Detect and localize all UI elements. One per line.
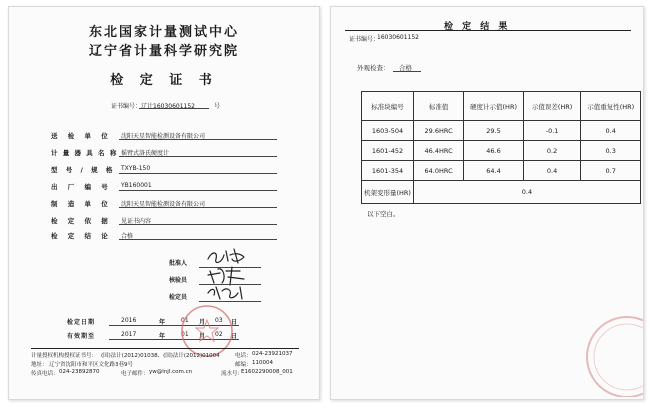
field-label-instrument: 计 量 器 具 名 称 xyxy=(51,149,118,157)
serial-label: 流水号： xyxy=(221,371,244,377)
org-name-line1: 东北国家计量测试中心 xyxy=(88,25,239,40)
date-year: 2016 xyxy=(121,317,137,324)
cell: 1603-504 xyxy=(362,121,414,141)
approver-label: 批准人 xyxy=(169,260,188,267)
cell: 1601-452 xyxy=(362,141,414,161)
results-table xyxy=(361,91,641,204)
cell: 46.4HRC xyxy=(413,141,463,161)
cell: 0.3 xyxy=(581,141,641,161)
cell: 0.2 xyxy=(523,141,581,161)
cert-no-suffix: 号 xyxy=(214,103,221,110)
header-error: 示值误差(HR) xyxy=(523,92,581,121)
table-row-frame xyxy=(362,181,641,204)
phone-label: 电话： xyxy=(235,353,252,359)
org-name-line2: 辽宁省计量科学研究院 xyxy=(88,44,239,59)
date-month-unit: 月 xyxy=(199,319,206,326)
certificate-page xyxy=(8,6,320,400)
results-cert-no-value: 16030601152 xyxy=(377,34,419,41)
cell: 64.4 xyxy=(464,161,524,181)
frame-label: 机架变形量(HR) xyxy=(362,181,414,204)
valid-label: 有效期至 xyxy=(67,333,96,340)
address-label: 地址： xyxy=(31,362,48,368)
header-reading: 硬度计示值(HR) xyxy=(464,92,524,121)
valid-day: 02 xyxy=(215,331,223,338)
valid-year: 2017 xyxy=(121,331,137,338)
inspector-label: 检定员 xyxy=(169,294,188,301)
fax-label: 传真电话： xyxy=(31,371,59,377)
table-row xyxy=(362,161,641,181)
serial-value: E1602290008_001 xyxy=(241,369,293,375)
zip-value: 110004 xyxy=(252,360,273,366)
cell: 46.6 xyxy=(464,141,524,161)
field-label-serial: 出 厂 编 号 xyxy=(51,183,112,191)
cell: -0.1 xyxy=(523,121,581,141)
field-value-serial: YB160001 xyxy=(121,182,152,189)
cell: 1601-354 xyxy=(362,161,414,181)
field-value-manufacturer: 沈阳天星智能检测设备有限公司 xyxy=(121,201,206,208)
email-value: yw@lnjl.com.cn xyxy=(149,369,193,375)
cert-no-label: 证书编号： xyxy=(111,103,142,110)
date-day-unit: 日 xyxy=(231,319,238,326)
date-day: 03 xyxy=(215,317,223,324)
seal-fragment xyxy=(569,307,643,397)
zip-label: 邮编： xyxy=(235,362,252,368)
cell: 64.0HRC xyxy=(413,161,463,181)
field-label-model: 型 号 / 规 格 xyxy=(51,166,116,174)
field-label-manufacturer: 制 造 单 位 xyxy=(51,200,112,208)
verifier-label: 核验员 xyxy=(169,277,188,284)
phone-value: 024-23921037 xyxy=(252,351,293,357)
date-year-unit: 年 xyxy=(159,319,166,326)
cell: 0.4 xyxy=(581,121,641,141)
fax-value: 024-23892870 xyxy=(59,369,100,375)
field-value-submitter: 沈阳天星智能检测设备有限公司 xyxy=(121,133,206,140)
cert-no-value: 辽计16030601152 xyxy=(141,103,195,110)
valid-year-unit: 年 xyxy=(159,333,166,340)
table-row xyxy=(362,121,641,141)
results-cert-no-label: 证书编号： xyxy=(349,36,380,43)
field-label-conclusion: 检 定 结 论 xyxy=(51,232,112,240)
date-month: 01 xyxy=(181,317,189,324)
header-block-no: 标准块编号 xyxy=(362,92,414,121)
field-value-instrument: 摇臂式洛氏硬度计 xyxy=(121,150,170,157)
field-label-submitter: 送 检 单 位 xyxy=(51,132,112,140)
document-title: 检 定 证 书 xyxy=(110,73,218,88)
cell: 0.4 xyxy=(523,161,581,181)
results-title: 检 定 结 果 xyxy=(444,22,511,32)
cell: 29.5 xyxy=(464,121,524,141)
end-note: 以下空白。 xyxy=(367,210,400,218)
table-row xyxy=(362,141,641,161)
table-header-row xyxy=(362,92,641,121)
header-repeatability: 示值重复性(HR) xyxy=(581,92,641,121)
address-value: 辽宁省沈阳市和平区文化路3巷9号 xyxy=(49,362,133,368)
header-standard: 标准值 xyxy=(413,92,463,121)
field-value-conclusion: 合格 xyxy=(121,233,134,240)
appearance-label: 外观检查： xyxy=(357,64,390,72)
valid-month-unit: 月 xyxy=(199,333,206,340)
auth-label: 计量授权机构授权证书号： xyxy=(31,353,98,359)
frame-value: 0.4 xyxy=(413,181,640,204)
auth-value: (国)法计(2012)01038、(国)法计(2012)01004 xyxy=(101,353,220,359)
results-page xyxy=(330,6,644,400)
field-value-model: TXYB-150 xyxy=(121,165,151,172)
appearance-value: 合格 xyxy=(399,64,412,72)
cell: 0.7 xyxy=(581,161,641,181)
date-label: 检定日期 xyxy=(67,319,96,326)
email-label: 电子邮件： xyxy=(121,371,149,377)
inspector-signature xyxy=(204,281,254,303)
field-label-basis: 检 定 依 据 xyxy=(51,217,112,225)
valid-day-unit: 日 xyxy=(231,333,238,340)
field-value-basis: 见证书内容 xyxy=(121,218,152,225)
valid-month: 01 xyxy=(181,331,189,338)
cell: 29.6HRC xyxy=(413,121,463,141)
